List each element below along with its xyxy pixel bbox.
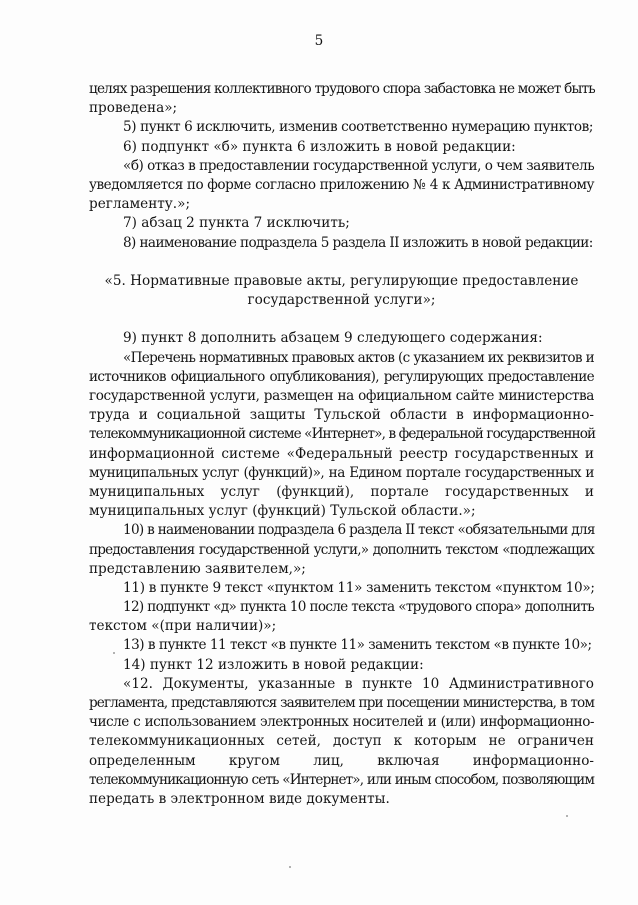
- text-line: «б) отказ в предоставлении государственной услуги, о чем заявитель: [123, 157, 595, 174]
- text-line: 12) подпункт «д» пункта 10 после текста «трудового спора» дополнить: [123, 599, 594, 616]
- page-number: 5: [314, 33, 324, 49]
- text-line: регламенту.»;: [89, 196, 191, 213]
- blank-line: [89, 253, 594, 272]
- text-line: 7) абзац 2 пункта 7 исключить;: [123, 215, 350, 232]
- text-line: числе с использованием электронных носителей и (или) информационно-: [89, 714, 594, 731]
- text-line: 10) в наименовании подраздела 6 раздела II текст «обязательными для: [123, 522, 595, 539]
- text-line: источников официального опубликования), регулирующих предоставление: [89, 368, 594, 385]
- text-line: уведомляется по форме согласно приложению № 4 к Административному: [89, 176, 594, 193]
- text-line: «12. Документы, указанные в пункте 10 Административного: [123, 675, 594, 692]
- text-line: регламента, представляются заявителем при посещении министерства, в том: [89, 695, 594, 711]
- text-line: 14) пункт 12 изложить в новой редакции:: [123, 656, 424, 673]
- blank-line: [89, 310, 594, 329]
- text-line: 13) в пункте 11 текст «в пункте 11» заменить текстом «в пункте 10»;: [123, 637, 592, 654]
- section-heading-line: государственной услуги»;: [247, 292, 436, 309]
- text-line: 9) пункт 8 дополнить абзацем 9 следующего содержания:: [123, 330, 543, 347]
- text-line: государственной услуги, размещен на официальном сайте министерства: [89, 388, 594, 404]
- text-line: телекоммуникационную сеть «Интернет», или иным способом, позволяющим: [89, 771, 594, 788]
- text-line: телекоммуникационной системе «Интернет», в федеральной государственной: [89, 426, 596, 443]
- text-line: муниципальных услуг (функций) Тульской области.»;: [89, 503, 476, 520]
- text-line: целях разрешения коллективного трудового спора забастовка не может быть: [89, 81, 595, 97]
- text-line: определенным кругом лиц, включая информационно-: [89, 752, 594, 769]
- text-line: передать в электронном виде документы.: [89, 790, 390, 807]
- text-line: 6) подпункт «б» пункта 6 изложить в новой редакции:: [123, 138, 516, 155]
- text-line: информационной системе «Федеральный реестр государственных и: [89, 445, 594, 462]
- text-line: труда и социальной защиты Тульской области в информационно-: [89, 407, 594, 424]
- scan-speck: [566, 815, 568, 817]
- text-line: 5) пункт 6 исключить, изменив соответственно нумерацию пунктов;: [123, 119, 594, 136]
- text-line: представлению заявителем,»;: [89, 560, 306, 577]
- text-line: муниципальных услуг (функций)», на Едином портале государственных и: [89, 464, 594, 481]
- text-line: проведена»;: [89, 100, 178, 117]
- document-body: [89, 80, 594, 809]
- text-line: «Перечень нормативных правовых актов (с указанием их реквизитов и: [123, 349, 594, 366]
- scan-speck: [289, 866, 291, 868]
- scan-speck: [113, 652, 115, 654]
- text-line: предоставления государственной услуги,» дополнить текстом «подлежащих: [89, 541, 594, 558]
- text-line: 8) наименование подраздела 5 раздела II изложить в новой редакции:: [123, 234, 593, 251]
- section-heading-line: «5. Нормативные правовые акты, регулирующие предоставление: [104, 272, 579, 289]
- text-line: 11) в пункте 9 текст «пунктом 11» заменить текстом «пунктом 10»;: [123, 579, 595, 596]
- text-line: телекоммуникационных сетей, доступ к которым не ограничен: [89, 733, 594, 750]
- text-line: текстом «(при наличии)»;: [89, 618, 277, 635]
- text-line: муниципальных услуг (функций), портале государственных и: [89, 483, 594, 500]
